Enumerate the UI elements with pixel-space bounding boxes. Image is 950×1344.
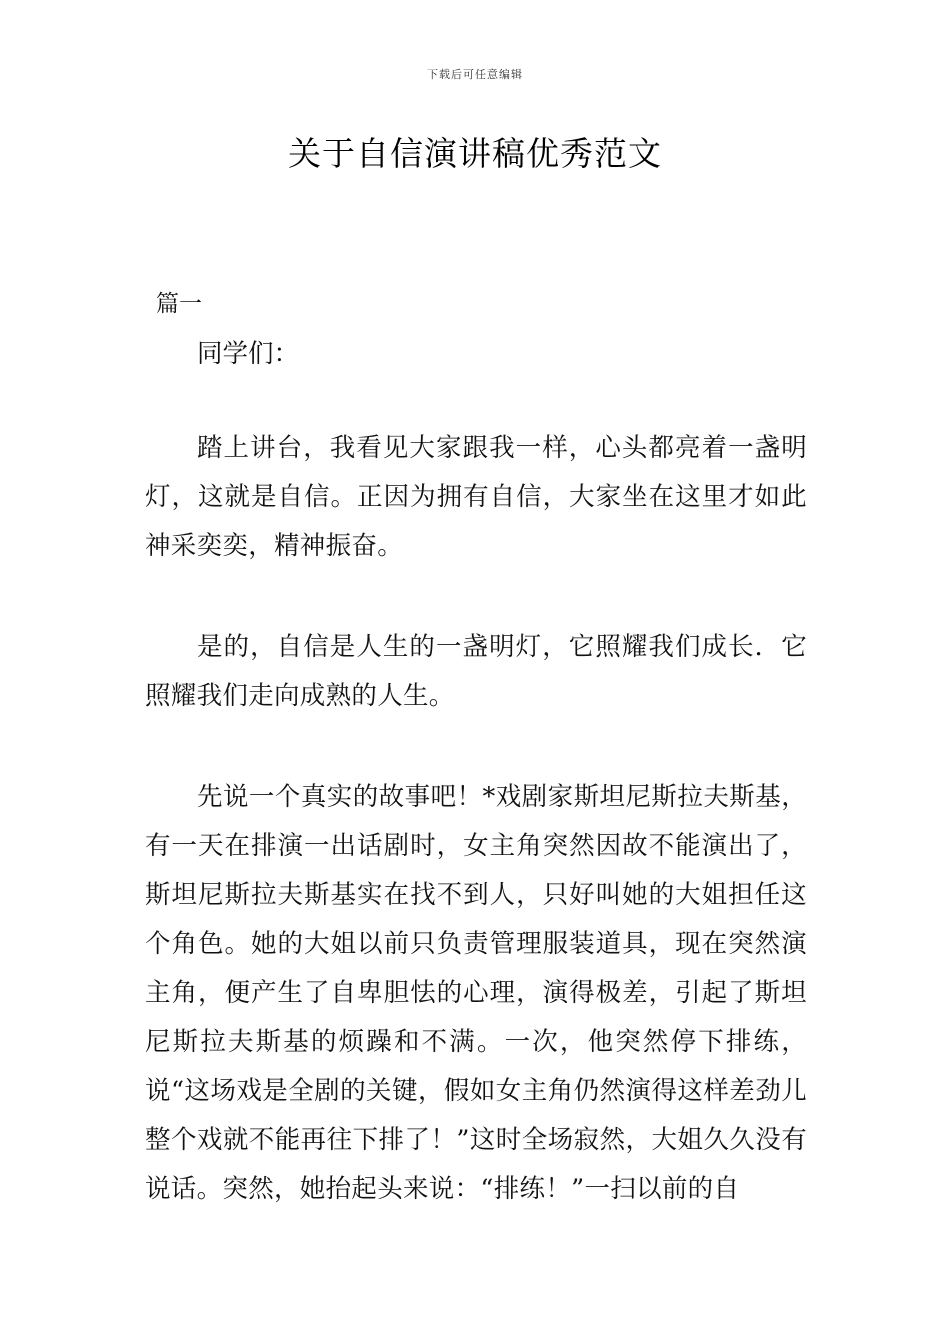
paragraph-3 bbox=[145, 773, 807, 1214]
paragraph-text: 是的，自信是人生的一盏明灯，它照耀我们成长．它照耀我们走向成熟的人生。 bbox=[145, 632, 807, 711]
header-note: 下载后可任意编辑 bbox=[427, 68, 523, 81]
paragraph-1 bbox=[145, 424, 807, 571]
salutation: 同学们： bbox=[197, 339, 300, 369]
paragraph-text: 先说一个真实的故事吧！*戏剧家斯坦尼斯拉夫斯基，有一天在排演一出话剧时，女主角突然因故不能演出了，斯坦尼斯拉夫斯基实在找不到人，只好叫她的大姐担任这个角色。她的大姐以前只负责管理服装道具，现在突然演主角，便产生了自卑胆怯的心理，演得极差，引起了斯坦尼斯拉夫斯基的烦躁和不满。一次，他突然停下排练，说“这场戏是全剧的关键，假如女主角仍然演得这样差劲儿整个戏就不能再往下排了！”这时全场寂然，大姐久久没有说话。突然，她抬起头来说：“排练！”一扫以前的自 bbox=[145, 782, 807, 1204]
paragraph-2 bbox=[145, 623, 807, 721]
paragraph-text: 踏上讲台，我看见大家跟我一样，心头都亮着一盏明灯，这就是自信。正因为拥有自信，大家坐在这里才如此神采奕奕，精神振奋。 bbox=[145, 433, 807, 561]
document-title: 关于自信演讲稿优秀范文 bbox=[288, 134, 662, 173]
section-label: 篇一 bbox=[156, 291, 202, 317]
